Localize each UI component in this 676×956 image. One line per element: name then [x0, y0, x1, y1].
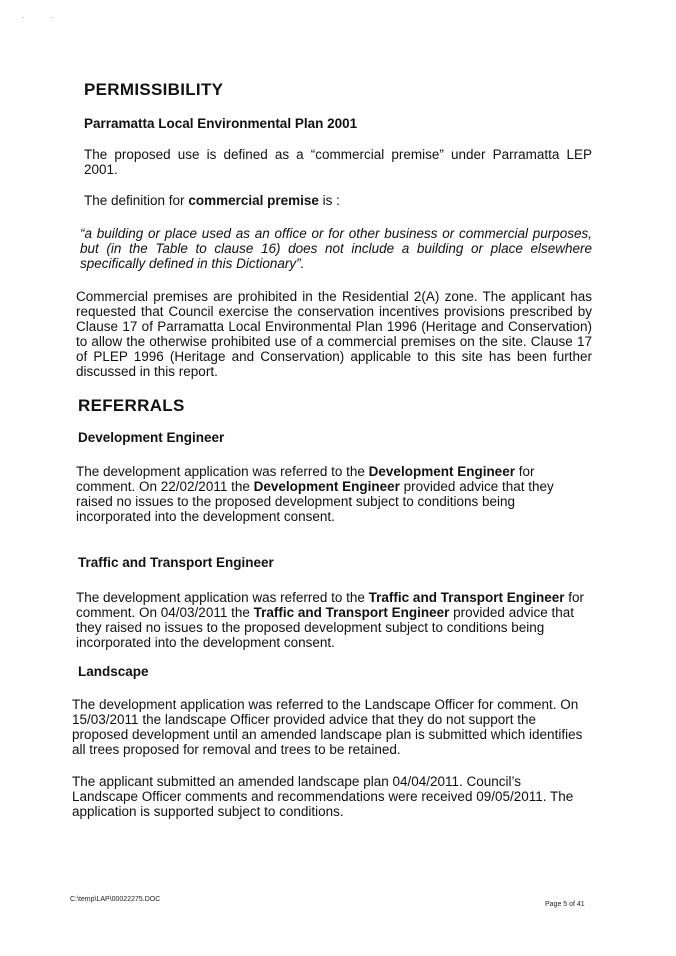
proposed-use-paragraph: The proposed use is defined as a “commercial premise” under Parramatta LEP 2001.: [84, 147, 592, 177]
footer-file-path: C:\temp\LAP\00022275.DOC: [70, 896, 161, 903]
definition-paragraph: [84, 193, 600, 208]
traffic-bold-1: Traffic and Transport Engineer: [368, 590, 565, 605]
footer-page-number: Page 5 of 41: [545, 901, 585, 908]
traffic-engineer-paragraph: [76, 590, 586, 650]
dev-text-3: provided advice that they raised no issues to the proposed development subject to conditions being incorporated into the development consent.: [76, 479, 554, 524]
referrals-heading: REFERRALS: [78, 396, 185, 415]
definition-tail: is :: [318, 193, 340, 208]
prohibition-paragraph: Commercial premises are prohibited in the Residential 2(A) zone. The applicant has requested that Council exercise the conservation incentives provisions prescribed by Clause 17 of Parramatta Local Environmental Plan 1996 (Heritage and Conservation) to allow the otherwise prohibited use of a commercial premises on the site. Clause 17 of PLEP 1996 (Heritage and Conservation) applicable to this site has been further discussed in this report.: [76, 289, 592, 379]
permissibility-heading: PERMISSIBILITY: [84, 80, 224, 99]
dev-text-2: for comment. On 22/02/2011 the: [76, 464, 535, 494]
traffic-engineer-heading: Traffic and Transport Engineer: [78, 555, 274, 570]
development-engineer-paragraph: [76, 464, 576, 524]
scan-marks: . .: [22, 10, 66, 20]
definition-quote: “a building or place used as an office or for other business or commercial purposes, but (in the Table to clause 16) does not include a building or place elsewhere specifically defined in this Dictionary”.: [80, 226, 592, 271]
landscape-heading: Landscape: [78, 664, 149, 679]
traffic-text-3: provided advice that they raised no issues to the proposed development subject to conditions being incorporated into the development consent.: [76, 605, 574, 650]
definition-term: commercial premise: [188, 193, 319, 208]
lep-subheading: Parramatta Local Environmental Plan 2001: [84, 116, 358, 131]
development-engineer-heading: Development Engineer: [78, 430, 225, 445]
traffic-text-1: The development application was referred to the: [76, 590, 369, 605]
dev-text-1: The development application was referred to the: [76, 464, 369, 479]
traffic-bold-2: Traffic and Transport Engineer: [253, 605, 450, 620]
landscape-paragraph-2: The applicant submitted an amended landscape plan 04/04/2011. Council’s Landscape Officer comments and recommendations were received 09/05/2011. The application is supported subject to conditions.: [72, 774, 574, 819]
landscape-paragraph-1: The development application was referred to the Landscape Officer for comment. On 15/03/2011 the landscape Officer provided advice that they do not support the proposed development until an amended landscape plan is submitted which identifies all trees proposed for removal and trees to be retained.: [72, 697, 583, 757]
traffic-text-2: for comment. On 04/03/2011 the: [76, 590, 584, 620]
definition-intro: The definition for: [84, 193, 189, 208]
dev-bold-2: Development Engineer: [253, 479, 400, 494]
dev-bold-1: Development Engineer: [368, 464, 515, 479]
